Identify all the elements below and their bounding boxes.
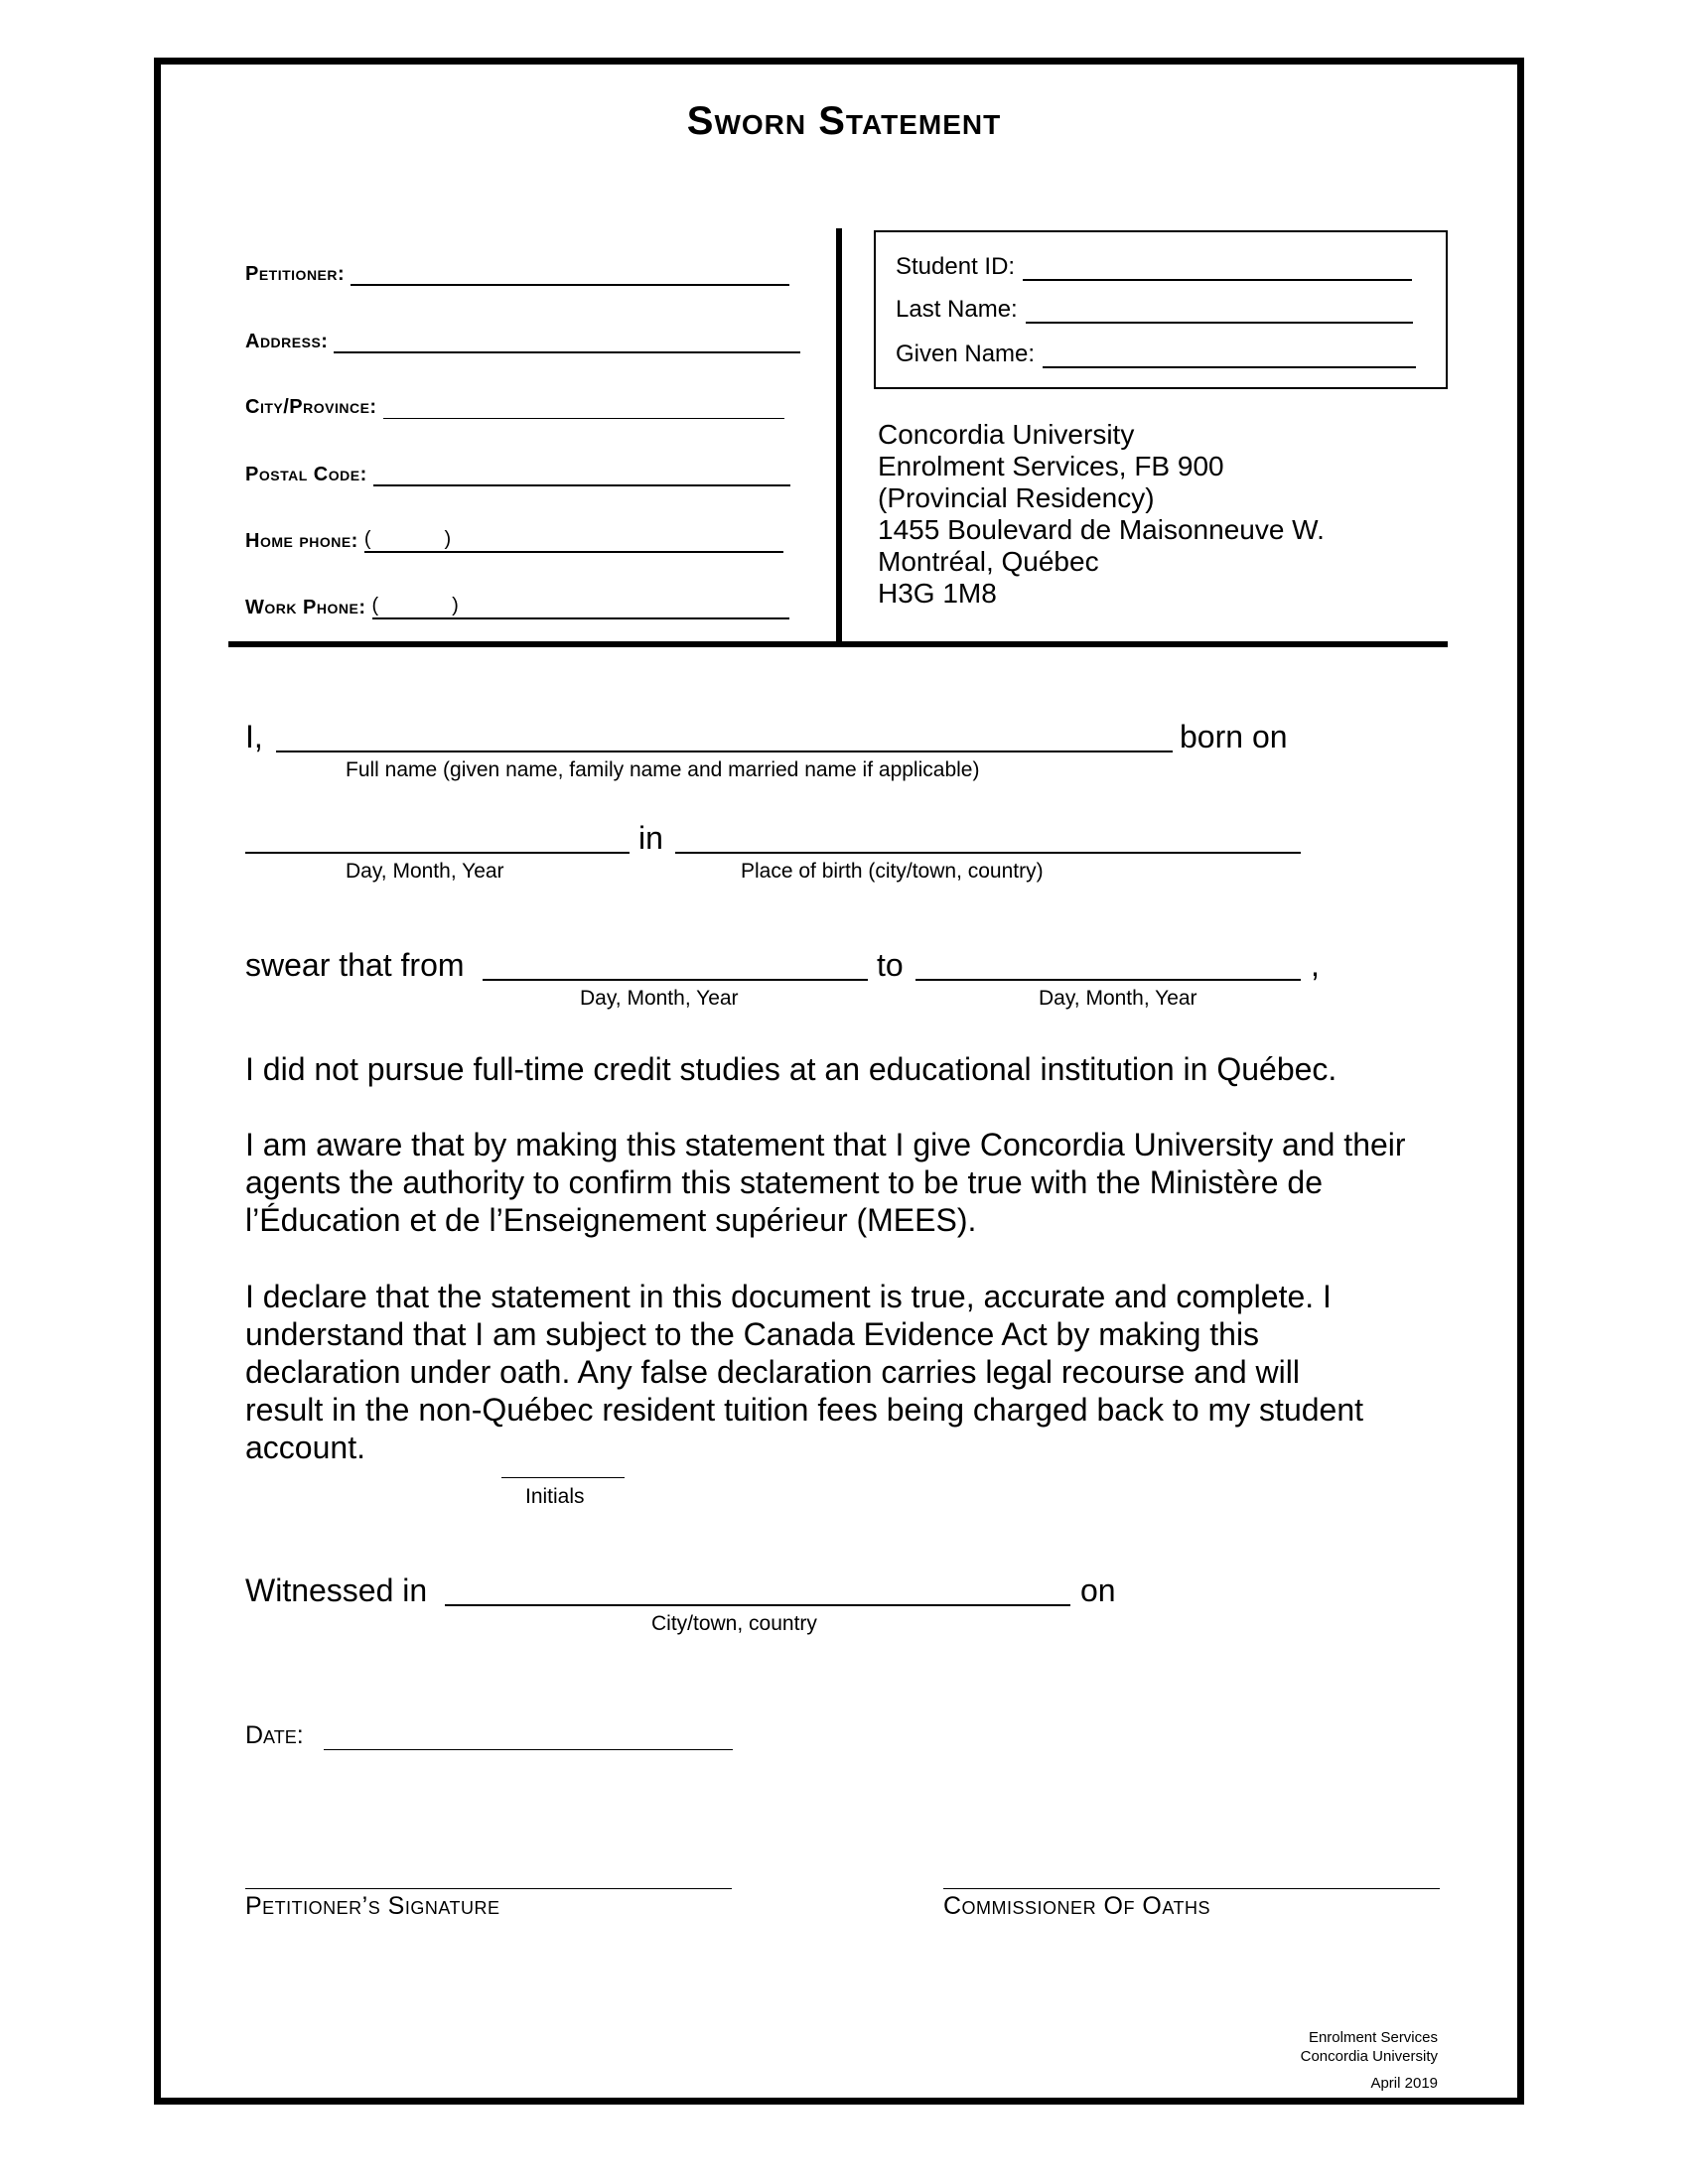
comma-text: ,: [1311, 947, 1320, 983]
address-line: Montréal, Québec: [878, 546, 1099, 577]
student-id-field: [896, 253, 1412, 281]
on-text: on: [1080, 1572, 1116, 1608]
work-phone-paren-close: ): [452, 595, 459, 616]
birth-place-input-line[interactable]: [675, 852, 1301, 854]
statement-paragraph-2: I am aware that by making this statement that I give Concordia University and their agents the authority to confirm this statement to be true with the Ministère de l’Éducation et de l’Enseignement supérieur (MEES).: [245, 1127, 1406, 1238]
to-date-input-line[interactable]: [915, 979, 1301, 981]
witness-city-input-line[interactable]: [445, 1604, 1070, 1606]
petitioner-signature-label: Petitioner’s Signature: [245, 1892, 500, 1920]
home-phone-label: Home phone:: [245, 530, 358, 552]
date-input-line[interactable]: [324, 1749, 733, 1750]
address-line: (Provincial Residency): [878, 482, 1155, 513]
work-phone-paren-open: (: [371, 595, 379, 616]
postal-code-label: Postal Code:: [245, 464, 367, 485]
work-phone-label: Work Phone:: [245, 597, 366, 618]
birth-date-input-line[interactable]: [245, 852, 630, 854]
statement-paragraph-1: I did not pursue full-time credit studies at an educational institution in Québec.: [245, 1051, 1337, 1087]
date-label: Date:: [245, 1721, 304, 1749]
vertical-divider: [836, 228, 842, 647]
home-phone-paren-close: ): [444, 528, 452, 550]
given-name-input-line[interactable]: [1043, 342, 1416, 368]
address-line: Enrolment Services, FB 900: [878, 451, 1224, 481]
commissioner-signature-line[interactable]: [943, 1888, 1440, 1889]
footer-date: April 2019: [1370, 2075, 1438, 2092]
petitioner-input-line[interactable]: [351, 260, 789, 286]
horizontal-divider: [228, 641, 1448, 647]
address-input-line[interactable]: [334, 328, 800, 353]
born-on-text: born on: [1180, 719, 1288, 754]
from-date-input-line[interactable]: [483, 979, 868, 981]
witnessed-in-text: Witnessed in: [245, 1572, 428, 1608]
last-name-label: Last Name:: [896, 296, 1018, 323]
birth-date-caption: Day, Month, Year: [346, 860, 504, 883]
i-prefix: I,: [245, 719, 263, 754]
last-name-input-line[interactable]: [1026, 298, 1413, 324]
witness-city-caption: City/town, country: [651, 1612, 817, 1635]
home-phone-field: [245, 527, 783, 553]
student-id-label: Student ID:: [896, 253, 1016, 280]
postal-code-field: [245, 461, 790, 486]
city-province-field: [245, 394, 784, 419]
commissioner-signature-label: Commissioner Of Oaths: [943, 1892, 1211, 1920]
address-line: 1455 Boulevard de Maisonneuve W.: [878, 514, 1325, 545]
to-date-caption: Day, Month, Year: [1039, 987, 1197, 1010]
address-label: Address:: [245, 331, 329, 352]
city-province-input-line[interactable]: [383, 394, 784, 419]
initials-caption: Initials: [525, 1485, 585, 1508]
full-name-input-line[interactable]: [276, 751, 1173, 752]
home-phone-input-line[interactable]: [364, 527, 783, 553]
full-name-caption: Full name (given name, family name and married name if applicable): [346, 758, 980, 781]
page-title: Sworn Statement: [686, 99, 1002, 143]
swear-from-text: swear that from: [245, 947, 465, 983]
last-name-field: [896, 296, 1413, 324]
petitioner-signature-line[interactable]: [245, 1888, 732, 1889]
given-name-field: [896, 341, 1416, 368]
work-phone-field: [245, 594, 789, 619]
petitioner-field: [245, 260, 789, 286]
initials-input-line[interactable]: [501, 1477, 625, 1478]
postal-code-input-line[interactable]: [373, 461, 790, 486]
address-line: H3G 1M8: [878, 578, 997, 609]
given-name-label: Given Name:: [896, 341, 1036, 367]
work-phone-input-line[interactable]: [372, 594, 789, 619]
petitioner-label: Petitioner:: [245, 263, 346, 285]
footer-line-2: Concordia University: [1300, 2048, 1438, 2065]
statement-paragraph-3: I declare that the statement in this document is true, accurate and complete. I understand that I am subject to the Canada Evidence Act by making this declaration under oath. Any false declaration carries legal recourse and will result in the non-Québec resident tuition fees being charged back to my student account.: [245, 1279, 1364, 1465]
footer-line-1: Enrolment Services: [1308, 2029, 1438, 2046]
home-phone-paren-open: (: [363, 528, 371, 550]
birth-place-caption: Place of birth (city/town, country): [741, 860, 1044, 883]
from-date-caption: Day, Month, Year: [580, 987, 739, 1010]
address-field: [245, 328, 800, 353]
city-province-label: City/Province:: [245, 396, 377, 418]
address-line: Concordia University: [878, 419, 1135, 450]
student-id-input-line[interactable]: [1023, 255, 1412, 281]
to-text: to: [877, 947, 904, 983]
in-text: in: [638, 820, 663, 856]
